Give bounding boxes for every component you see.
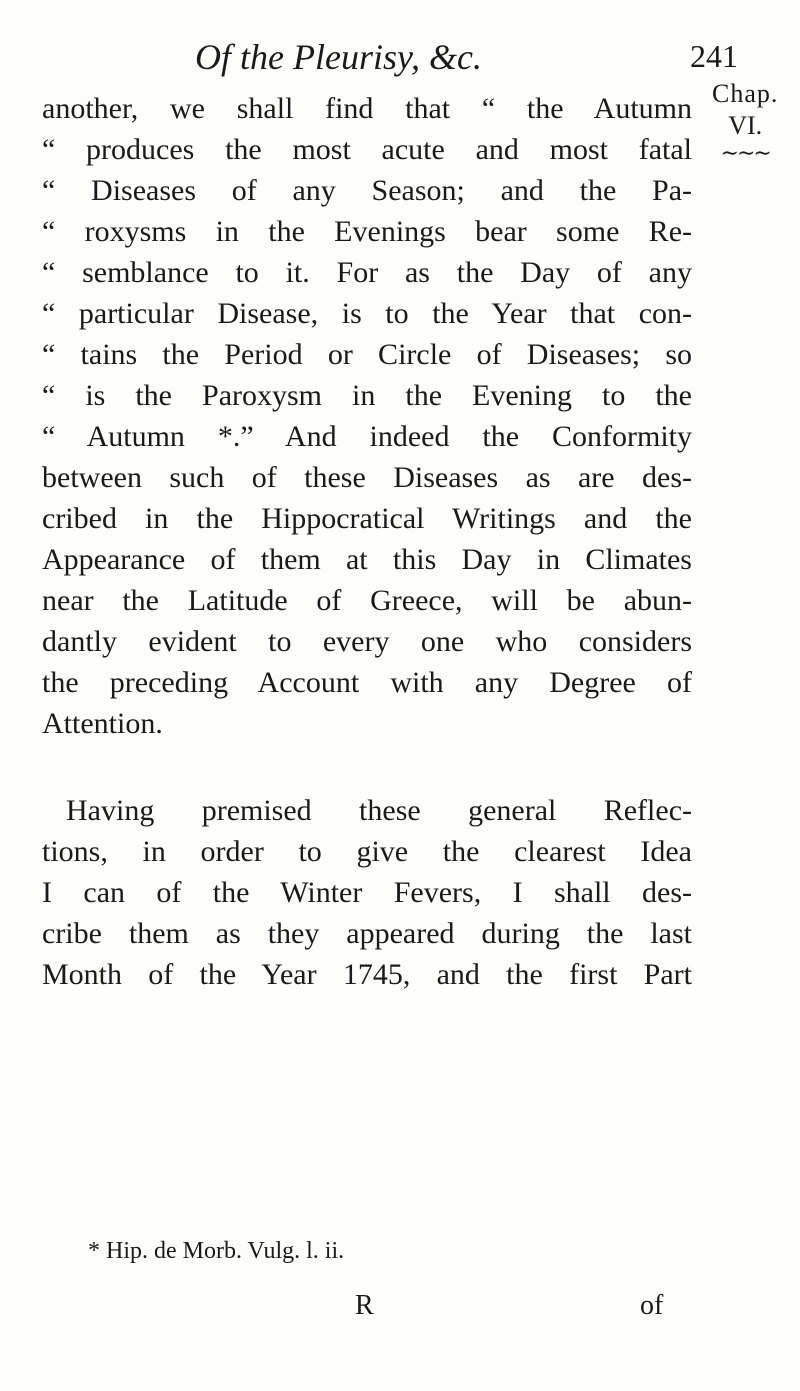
footnote: * Hip. de Morb. Vulg. l. ii. [88, 1238, 345, 1264]
body-text [42, 88, 692, 995]
text-line: “ particular Disease, is to the Year that con- [42, 297, 692, 330]
signature-mark: R [355, 1290, 374, 1321]
text-line: tions, in order to give the clearest Idea [42, 835, 692, 868]
text-line: “ semblance to it. For as the Day of any [42, 256, 692, 289]
text-line: between such of these Diseases as are des- [42, 461, 692, 494]
paragraph-gap [42, 744, 692, 790]
text-line: “ Diseases of any Season; and the Pa- [42, 174, 692, 207]
text-line: another, we shall find that “ the Autumn [42, 92, 692, 125]
text-line: the preceding Account with any Degree of [42, 666, 692, 699]
chapter-number: VI. [728, 111, 763, 140]
flourish-ornament: ∼∼∼ [720, 140, 770, 165]
text-line: Having premised these general Reflec- [66, 794, 692, 827]
text-line: “ roxysms in the Evenings bear some Re- [42, 215, 692, 248]
text-line: Appearance of them at this Day in Climates [42, 543, 692, 576]
text-line: cribe them as they appeared during the last [42, 917, 692, 950]
chapter-label: Chap. [712, 79, 779, 108]
catchword: of [640, 1290, 664, 1321]
text-line: cribed in the Hippocratical Writings and the [42, 502, 692, 535]
text-line: near the Latitude of Greece, will be abun- [42, 584, 692, 617]
chapter-margin-note [712, 78, 779, 165]
text-line: “ Autumn *.” And indeed the Conformity [42, 420, 692, 453]
text-line: dantly evident to every one who considers [42, 625, 692, 658]
running-head-title: Of the Pleurisy, &c. [195, 37, 482, 77]
text-line: Month of the Year 1745, and the first Part [42, 958, 692, 991]
text-line: “ is the Paroxysm in the Evening to the [42, 379, 692, 412]
text-line: “ tains the Period or Circle of Diseases; so [42, 338, 692, 371]
text-line: Attention. [42, 707, 163, 740]
text-line: “ produces the most acute and most fatal [42, 133, 692, 166]
text-line: I can of the Winter Fevers, I shall des- [42, 876, 692, 909]
page-number: 241 [690, 38, 738, 74]
